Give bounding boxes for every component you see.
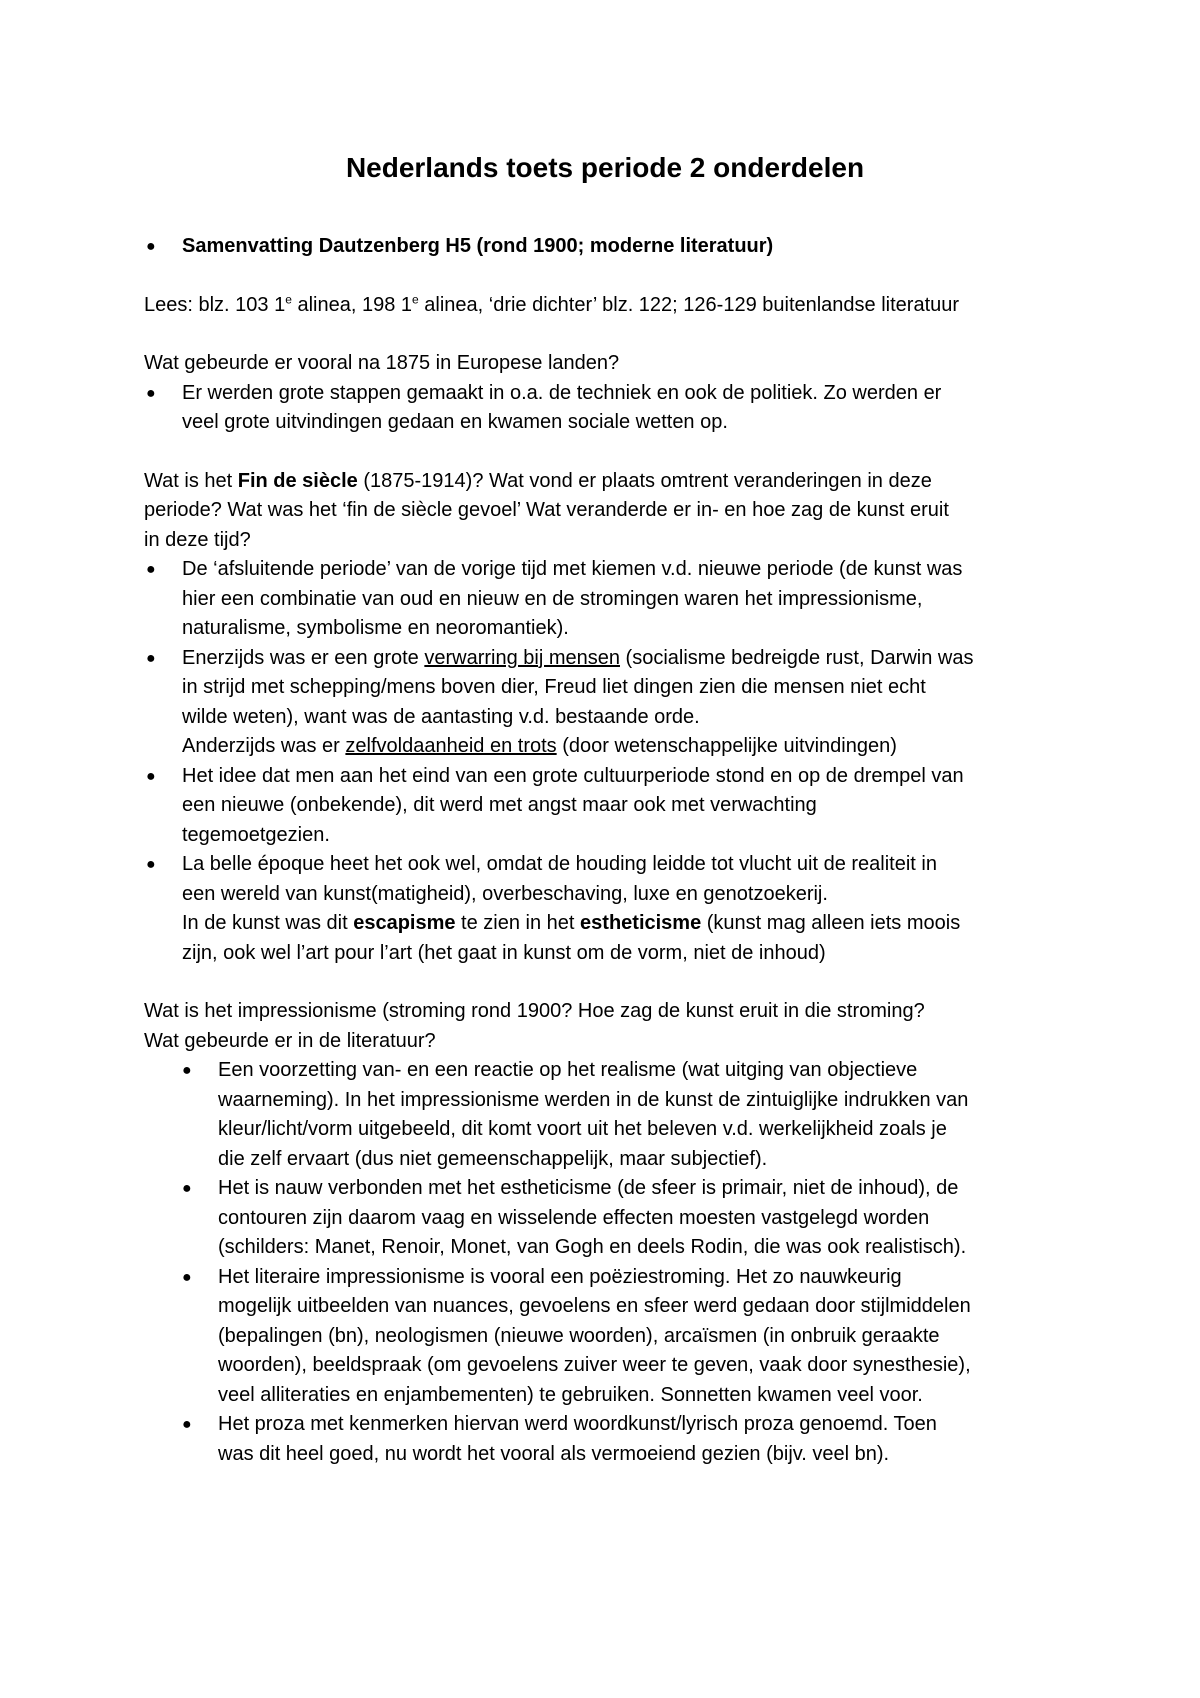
bullet-icon: ● (146, 561, 156, 578)
answer-list-3 (144, 1056, 1066, 1469)
spacer (144, 262, 1066, 291)
list-item: ● Een voorzetting van- en een reactie op het realisme (wat uitging van objectieve waarneming). In het impressionisme werden in de kunst de zintuiglijke indrukken van kleur/licht/vorm uitgebeeld, dit komt voort uit het beleven v.d. werkelijkheid zoals je die zelf ervaart (dus niet gemeenschappelijk, maar subjectief). (180, 1056, 1066, 1174)
section-heading: ● Samenvatting Dautzenberg H5 (rond 1900; moderne literatuur) (144, 232, 1066, 262)
bullet-icon: ● (182, 1062, 192, 1079)
list-item: ● Enerzijds was er een grote verwarring bij mensen (socialisme bedreigde rust, Darwin was in strijd met schepping/mens boven dier, Freud liet dingen zien die mensen niet echt wilde weten), want was de aantasting v.d. bestaande orde. Anderzijds was er zelfvoldaanheid en trots (door wetenschappelijke uitvindingen) (144, 644, 1066, 762)
page-title: Nederlands toets periode 2 onderdelen (345, 152, 865, 183)
list-item: ● Het literaire impressionisme is vooral een poëziestroming. Het zo nauwkeurig mogelijk uitbeelden van nuances, gevoelens en sfeer werd gedaan door stijlmiddelen (bepalingen (bn), neologismen (nieuwe woorden), arcaïsmen (in onbruik geraakte woorden), beeldspraak (om gevoelens zuiver weer te geven, vaak door synesthesie), veel alliteraties en enjambementen) te gebruiken. Sonnetten kwamen veel voor. (180, 1263, 1066, 1411)
list-item: ● La belle époque heet het ook wel, omdat de houding leidde tot vlucht uit de realiteit in een wereld van kunst(matigheid), overbeschaving, luxe en genotzoekerij. In de kunst was dit escapisme te zien in het estheticisme (kunst mag alleen iets moois zijn, ook wel l’art pour l’art (het gaat in kunst om de vorm, niet de inhoud) (144, 850, 1066, 968)
bullet-icon: ● (146, 856, 156, 873)
bullet-icon: ● (146, 767, 156, 785)
spacer (144, 438, 1066, 467)
bullet-icon: ● (182, 1180, 192, 1197)
answer-list-2 (144, 555, 1066, 968)
list-item: ● Er werden grote stappen gemaakt in o.a. de techniek en ook de politiek. Zo werden er veel grote uitvindingen gedaan en kwamen sociale wetten op. (144, 379, 1066, 438)
answer-list-1 (144, 379, 1066, 438)
bullet-icon: ● (146, 238, 156, 255)
section-heading-list (144, 232, 1066, 262)
bullet-icon: ● (182, 1268, 192, 1286)
question-1: Wat gebeurde er vooral na 1875 in Europese landen? (144, 352, 620, 374)
spacer (144, 968, 1066, 997)
list-item: ● Het idee dat men aan het eind van een grote cultuurperiode stond en op de drempel van een nieuwe (onbekende), dit werd met angst maar ook met verwachting tegemoetgezien. (144, 762, 1066, 851)
list-item: ● Het is nauw verbonden met het estheticisme (de sfeer is primair, niet de inhoud), de contouren zijn daarom vaag en wisselende effecten moesten vastgelegd worden (schilders: Manet, Renoir, Monet, van Gogh en deels Rodin, die was ook realistisch). (180, 1174, 1066, 1263)
bullet-icon: ● (182, 1416, 192, 1433)
list-item: ● De ‘afsluitende periode’ van de vorige tijd met kiemen v.d. nieuwe periode (de kunst was hier een combinatie van oud en nieuw en de stromingen waren het impressionisme, naturalisme, symbolisme en neoromantiek). (144, 555, 1066, 644)
spacer (144, 320, 1066, 349)
bullet-icon: ● (146, 649, 156, 667)
list-item: ● Het proza met kenmerken hiervan werd woordkunst/lyrisch proza genoemd. Toen was dit heel goed, nu wordt het vooral als vermoeiend gezien (bijv. veel bn). (180, 1410, 1066, 1469)
question-2: Wat is het Fin de siècle (1875-1914)? Wat vond er plaats omtrent veranderingen in deze periode? Wat was het ‘fin de siècle gevoel’ Wat veranderde er in- en hoe zag de kunst eruit in deze tijd? (144, 469, 949, 551)
reading-assignment: Lees: blz. 103 1e alinea, 198 1e alinea, ‘drie dichter’ blz. 122; 126-129 buitenlandse literatuur (144, 291, 960, 316)
bullet-icon: ● (146, 384, 156, 402)
question-3: Wat is het impressionisme (stroming rond 1900? Hoe zag de kunst eruit in die stroming? Wat gebeurde er in de literatuur? (144, 1000, 925, 1052)
